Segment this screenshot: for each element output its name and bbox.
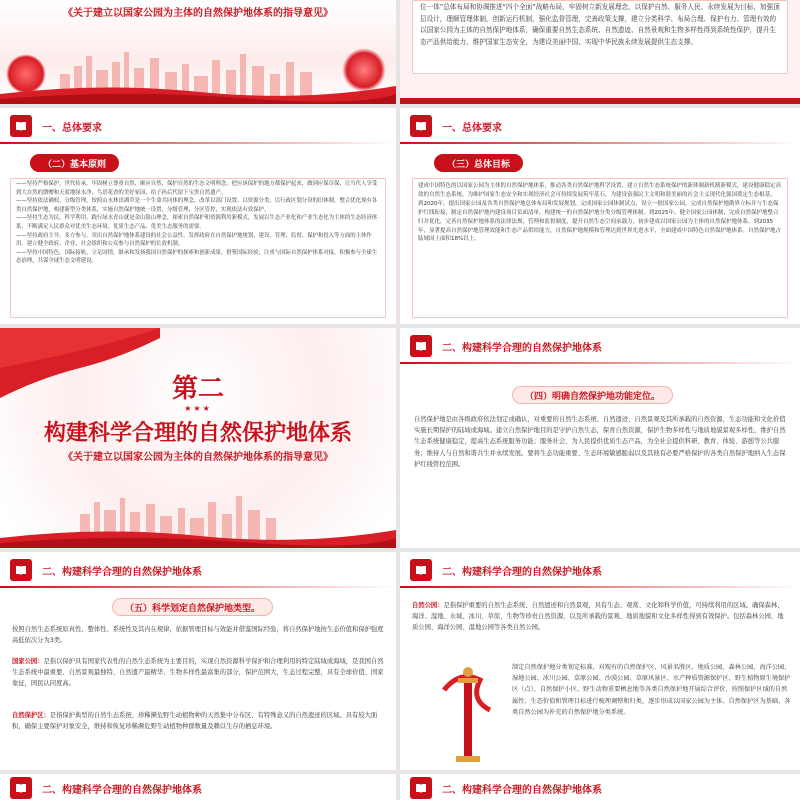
slide-header: [0, 774, 396, 800]
principle-4: ——坚持政府主导，多方参与。突出自然保护地体系建设的社会公益性，发挥政府在自然保护地规划、建设、管理、监督、保护和投入等方面的主体作用。建立健全政府、企业、社会组织和公众参与自然保护的长效机制。: [16, 232, 372, 248]
book-icon: [410, 335, 432, 357]
slide-header: [0, 108, 396, 144]
header-divider: [400, 586, 800, 588]
slide-protected-area-types[interactable]: [0, 552, 396, 770]
header-divider: [400, 362, 800, 364]
function-text: 自然保护地是由各级政府依法划定或确认，对重要的自然生态系统、自然遗迹、自然景观及其所承载的自然资源、生态功能和文化价值实施长期保护的陆域或海域。建立自然保护地目的是守护自然生态，保育自然资源，保护生物多样性与地质地貌景观多样性，维护自然生态系统健康稳定，提高生态系统服务功能；服务社会，为人民提供优质生态产品，为全社会提供科研、教育、体验、游憩等公共服务；维持人与自然和谐共生并永续发展。要将生态功能重要、生态环境敏感脆弱以及其他有必要严格保护的各类自然保护地纳入生态保护红线管控范围。: [414, 416, 786, 468]
city-skyline-graphic: [0, 44, 396, 104]
national-park-para: [12, 656, 384, 689]
slide-guiding-ideology[interactable]: [400, 0, 800, 104]
principles-pill: （二）基本原则: [30, 154, 119, 172]
slide-basic-principles[interactable]: [0, 108, 396, 324]
flower-decoration-left: [6, 54, 46, 94]
section-title: 二、构建科学合理的自然保护地体系: [42, 566, 202, 578]
bottom-red-bar: [400, 98, 800, 104]
types-intro: 按照自然生态系统原真性、整体性、系统性及其内在规律，依据管理目标与效能并借鉴国际经验，将自然保护地按生态价值和保护强度高低依次分为3类。: [12, 626, 384, 644]
slide-header: [0, 552, 396, 588]
book-icon: [10, 559, 32, 581]
principle-2: ——坚持依法确权，分级管理。按照山水林田湖草是一个生命共同体的理念，改革以部门设置、以资源分类、以行政区划分设的旧体制，整合优化现有各类自然保护地，构建新型分类体系，实施自然保护地统一设置，分级管理、分区管控，实现依法有效保护。: [16, 198, 378, 213]
goals-body: [418, 182, 782, 244]
slide-overall-goals[interactable]: [400, 108, 800, 324]
section-subtitle: 《关于建立以国家公园为主体的自然保护地体系的指导意见》: [63, 452, 333, 463]
guiding-ideology-text: 位一体”总体布局和协调推进“四个全面”战略布局，牢固树立新发展理念，以保护自然、服务人民、永续发展为目标，加强顶层设计，理顺管理体制，创新运行机制，强化监督管理，完善政策支撑，建立分类科学、布局合理、保护有力、管理有效的以国家公园为主体的自然保护地体系，确保重要自然生态系统、自然遗迹、自然景观和生物多样性得到系统性保护，提升生态产品供给能力，维护国家生态安全，为建设美丽中国、实现中华民族永续发展提供生态支撑。: [420, 3, 780, 46]
book-icon: [10, 777, 32, 799]
slide-partial-right[interactable]: [400, 774, 800, 800]
section-title: 一、总体要求: [442, 122, 502, 134]
goal-para-2: 到2020年，提出国家公园及各类自然保护地总体布局和发展规划，完成国家公园体制试点，设立一批国家公园，完成自然保护地勘界立标并与生态保护红线衔接，制定自然保护地内建设项目负面清单，构建统一的自然保护地分类分级管理体制。到2025年，健全国家公园体制，完成自然保护地整合归并优化，完善自然保护地体系的法律法规、管理和监督制度，提升自然生态空间承载力，初步建成以国家公园为主体的自然保护地体系。到2035年，显著提高自然保护地管理效能和生态产品供给能力，自然保护地规模和管理达到世界先进水平，全面建成中国特色自然保护地体系。自然保护地占陆域国土面积18%以上。: [418, 200, 782, 243]
nature-reserve-text: 是指保护典型的自然生态系统、珍稀濒危野生动植物种的天然集中分布区、有特殊意义的自然遗迹的区域。具有较大面积，确保主要保护对象安全，维持和恢复珍稀濒危野生动植物种群数量及赖以生存的栖息环境。: [12, 712, 378, 730]
city-skyline-graphic: [0, 488, 396, 548]
star-divider: ★★★: [184, 404, 212, 413]
natural-park-para: [412, 600, 788, 634]
goals-pill: （三）总体目标: [434, 154, 523, 172]
cover-subtitle: 《关于建立以国家公园为主体的自然保护地体系的指导意见》: [63, 8, 333, 19]
book-icon: [10, 115, 32, 137]
book-icon: [410, 559, 432, 581]
slide-cover-bottom[interactable]: [0, 0, 396, 104]
slide-header: [400, 774, 800, 800]
book-icon: [410, 777, 432, 799]
slide-header: [400, 552, 800, 588]
slide-section-cover[interactable]: [0, 328, 396, 548]
function-pill: （四）明确自然保护地功能定位。: [512, 386, 673, 404]
slide-function-positioning[interactable]: [400, 328, 800, 548]
flower-decoration-right: [342, 48, 386, 92]
nature-reserve-label: 自然保护区：: [12, 712, 50, 719]
section-main-title: 构建科学合理的自然保护地体系: [43, 421, 352, 446]
book-icon: [410, 115, 432, 137]
principles-body: [16, 180, 380, 266]
section-title: 一、总体要求: [42, 122, 102, 134]
principle-1: ——坚持严格保护，世代传承。牢固树立尊重自然、顺应自然、保护自然的生态文明理念，把应该保护的地方都保护起来，做到应保尽保，让当代人享受到大自然的馈赠和天蓝地绿水净、鸟语花香的美好家园，给子孙后代留下宝贵自然遗产。: [16, 181, 378, 196]
principle-5: ——坚持中国特色，国际接轨。立足国情，继承和发扬我国自然保护的探索和创新成果。借鉴国际经验，注重与国际自然保护体系对接，积极参与全球生态治理，共谋全球生态文明建设。: [16, 249, 378, 265]
huabiao-pillar-graphic: [440, 660, 496, 764]
national-park-text: 是指以保护具有国家代表性的自然生态系统为主要目的，实现自然资源科学保护和合理利用的特定陆域或海域，是我国自然生态系统中最重要、自然景观最独特、自然遗产最精华、生物多样性最富集的部分，保护范围大，生态过程完整，具有全球价值、国家象征，国民认同度高。: [12, 658, 384, 687]
section-title: 二、构建科学合理的自然保护地体系: [42, 784, 202, 796]
slide-header: [400, 328, 800, 364]
goal-para-1: 建成中国特色的以国家公园为主体的自然保护地体系，推动各类自然保护地科学设置，建立自然生态系统保护的新体制新机制新模式，建设健康稳定高效的自然生态系统，为维护国家生态安全和实现经济社会可持续发展筑牢基石，为建设富强民主文明和谐美丽的社会主义现代化强国奠定生态根基。: [418, 183, 782, 198]
classification-para: 制定自然保护地分类划定标准，对现有的自然保护区、风景名胜区、地质公园、森林公园、海洋公园、湿地公园、冰川公园、草原公园、沙漠公园、草原风景区、水产种质资源保护区、野生植物原生境保护区（点）、自然保护小区、野生动物重要栖息地等各类自然保护地开展综合评价，按照保护区域的自然属性、生态价值和管理目标进行梳理调整和归类，逐步形成以国家公园为主体、自然保护区为基础、各类自然公园为补充的自然保护地分类系统。: [512, 664, 791, 716]
section-title: 二、构建科学合理的自然保护地体系: [442, 342, 602, 354]
header-divider: [0, 586, 396, 588]
section-title: 二、构建科学合理的自然保护地体系: [442, 566, 602, 578]
nature-reserve-para: [12, 710, 384, 732]
section-number: 第二: [171, 374, 224, 404]
section-title: 二、构建科学合理的自然保护地体系: [442, 784, 602, 796]
natural-park-label: 自然公园：: [412, 602, 444, 609]
header-divider: [400, 142, 800, 144]
natural-park-text: 是指保护重要的自然生态系统、自然遗迹和自然景观，具有生态、观赏、文化和科学价值，可持续利用的区域。确保森林、海洋、湿地、水域、冰川、草原、生物等珍贵自然资源，以及所承载的景观、地质地貌和文化多样性得到有效保护。包括森林公园、地质公园、海洋公园、湿地公园等各类自然公园。: [412, 602, 784, 632]
slide-partial-left[interactable]: [0, 774, 396, 800]
types-pill: （五）科学划定自然保护地类型。: [112, 598, 273, 616]
header-divider: [0, 142, 396, 144]
principle-3: ——坚持生态为民，科学利用。践行绿水青山就是金山银山理念，探索自然保护和资源利用新模式，发展以生态产业化和产业生态化为主体的生态经济体系，不断满足人民群众对优美生态环境、优质生态产品、优美生态服务的需要。: [16, 215, 378, 230]
slide-header: [400, 108, 800, 144]
national-park-label: 国家公园：: [12, 658, 44, 665]
slide-natural-parks[interactable]: [400, 552, 800, 770]
